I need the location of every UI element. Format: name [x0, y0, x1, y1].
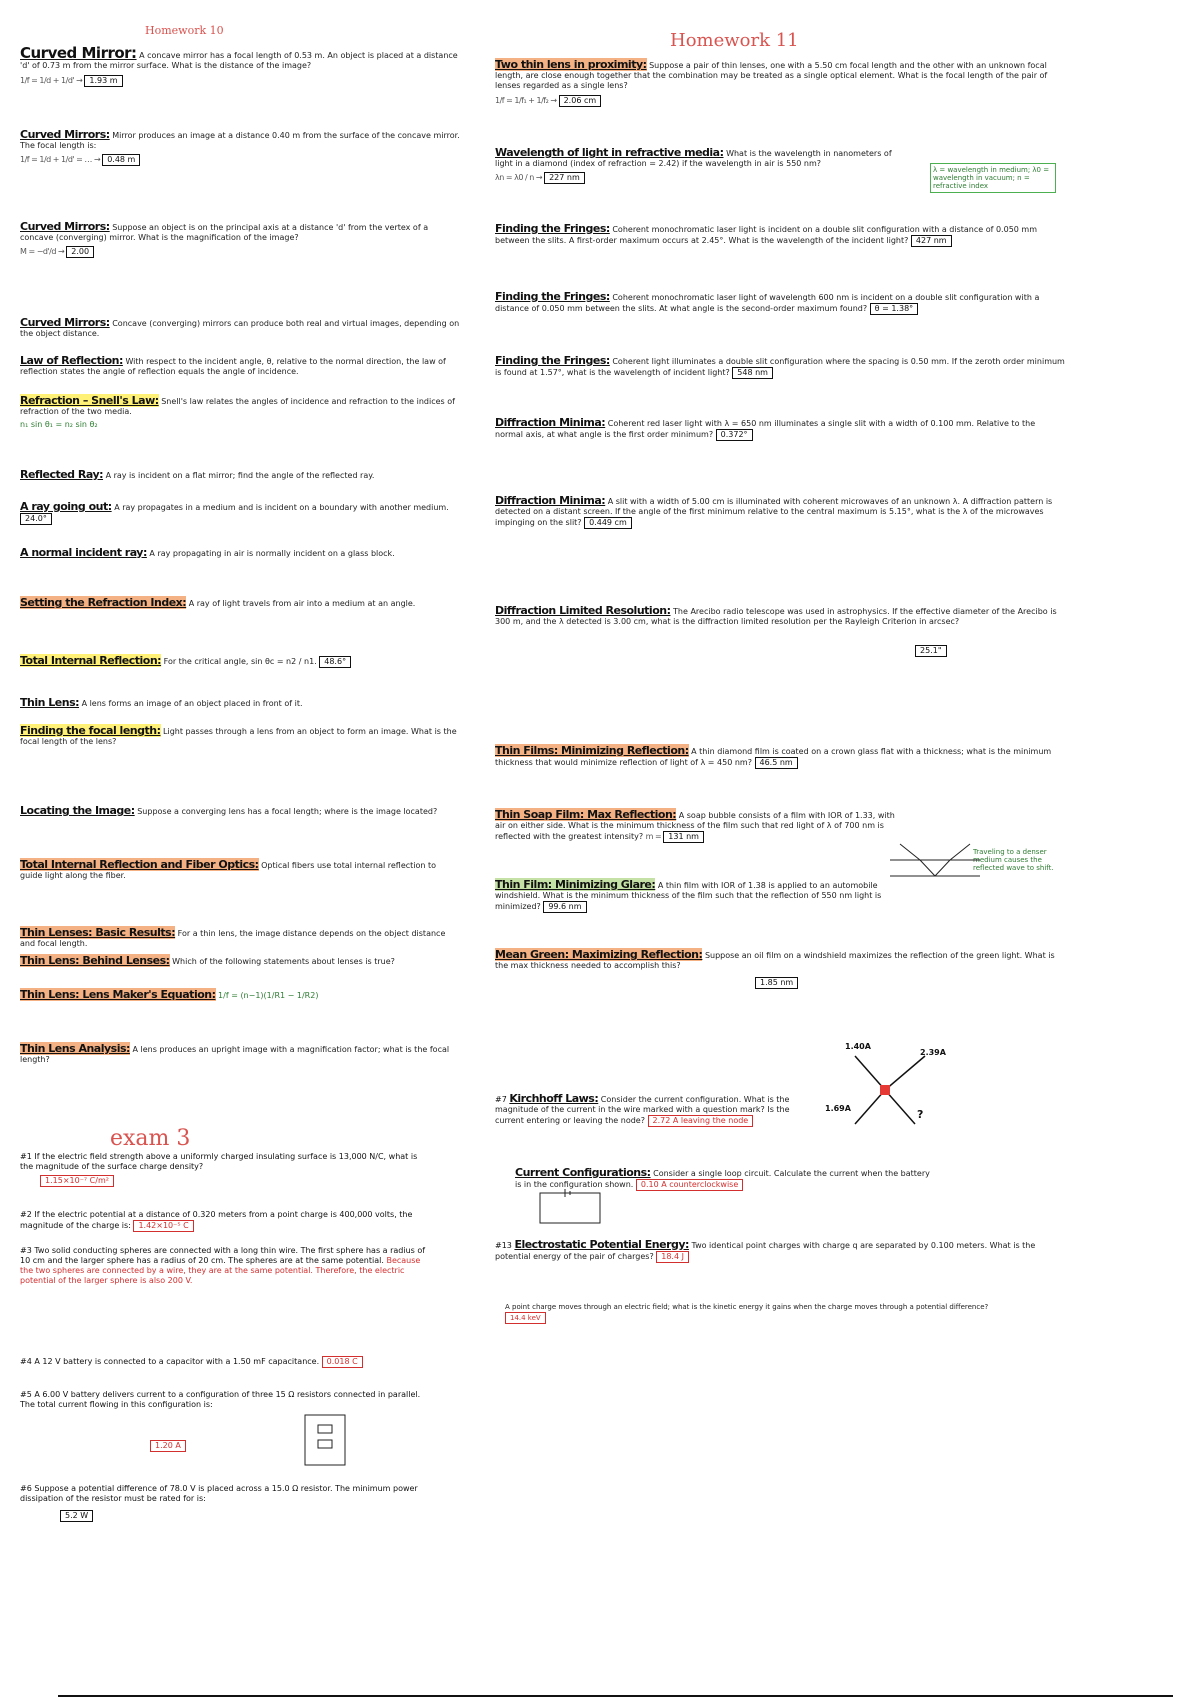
exam-q5 [20, 1390, 430, 1452]
entry-text: The Arecibo radio telescope was used in astrophysics. If the effective diameter of the Arecibo is 300 m, and the λ detected is 3.00 cm, what is the diffraction limited resolution per the Rayleigh Criterion in arcsec? [495, 607, 1057, 626]
entry-text: A point charge moves through an electric field; what is the kinetic energy it gains when the charge moves through a potential difference? [505, 1303, 989, 1311]
entry-heading: Curved Mirror: [20, 44, 137, 62]
entry-text: Optical fibers use total internal reflection to guide light along the fiber. [20, 861, 437, 880]
answer-box: 99.6 nm [543, 901, 586, 913]
entry-heading: Electrostatic Potential Energy: [514, 1238, 689, 1251]
thin-lens-behind-entry [20, 956, 460, 967]
answer-box: 131 nm [663, 831, 704, 843]
ray-going-out-entry [20, 502, 460, 525]
potential-energy-entry [495, 1240, 1065, 1263]
fringes-3-entry [495, 356, 1065, 379]
homework-11-title: Homework 11 [670, 30, 799, 51]
exam-q2 [20, 1210, 430, 1232]
answer-box: 48.6° [319, 656, 351, 668]
entry-text: A ray propagates in a medium and is incident on a boundary with another medium. [114, 503, 449, 512]
entry-heading: Setting the Refraction Index: [20, 596, 187, 609]
exam-q1 [20, 1152, 430, 1187]
entry-text: Coherent light illuminates a double slit configuration where the spacing is 0.50 mm. If the zeroth order minimum is found at 1.57°, what is the wavelength of incident light? [495, 357, 1065, 377]
entry-text: Coherent red laser light with λ = 650 nm illuminates a single slit with a width of 0.100 mm. Relative to the normal axis, at what angle is the first order minimum? [495, 419, 1036, 439]
entry-text: A ray is incident on a flat mirror; find the angle of the reflected ray. [105, 471, 375, 480]
entry-heading: Curved Mirrors: [20, 128, 110, 141]
entry-heading: Thin Soap Film: Max Reflection: [495, 808, 677, 821]
current-label-2: 2.39A [920, 1048, 946, 1057]
entry-text: Consider a single loop circuit. Calculate the current when the battery is in the configuration shown. [515, 1169, 930, 1189]
question-text: A 12 V battery is connected to a capacitor with a 1.50 mF capacitance. [34, 1357, 320, 1366]
focal-length-entry [20, 726, 460, 747]
entry-heading: Thin Lens: [20, 696, 80, 709]
entry-text: Coherent monochromatic laser light of wavelength 600 nm is incident on a double slit configuration with a distance of 0.050 mm between the slits. At what angle is the second-order maximum found? [495, 293, 1040, 313]
thin-film-min-entry [495, 746, 1065, 769]
answer-box: 0.10 A counterclockwise [636, 1179, 743, 1191]
locating-image-entry [20, 806, 460, 817]
kirchhoff-node-diagram [815, 1042, 955, 1152]
normal-incident-ray-entry [20, 548, 460, 559]
entry-heading: Finding the Fringes: [495, 290, 610, 303]
curved-mirrors-3-entry [20, 318, 460, 339]
entry-text: A thin film with IOR of 1.38 is applied to an automobile windshield. What is the minimum thickness of the film such that the reflection of 550 nm light is minimized? [495, 881, 882, 911]
resistor-circuit-diagram [300, 1410, 350, 1470]
entry-heading: Locating the Image: [20, 804, 135, 817]
diffraction-2-entry [495, 496, 1065, 529]
question-number: #13 [495, 1241, 512, 1250]
diffraction-1-entry [495, 418, 1065, 441]
entry-text: A lens produces an upright image with a magnification factor; what is the focal length? [20, 1045, 450, 1064]
entry-heading: Mean Green: Maximizing Reflection: [495, 948, 703, 961]
entry-text: Suppose an object is on the principal axis at a distance 'd' from the vertex of a concave (converging) mirror. What is the magnification of the image? [20, 223, 429, 242]
answer-box: 0.372° [716, 429, 753, 441]
answer-box: 1.93 m [84, 75, 122, 87]
entry-text: Suppose a pair of thin lenses, one with a 5.50 cm focal length and the other with an unknown focal length, are close enough together that the combination may be treated as a single optical element. What is the focal length of the pair of lenses regarded as a single lens? [495, 61, 1048, 90]
entry-text: For a thin lens, the image distance depends on the object distance and focal length. [20, 929, 446, 948]
thin-film-ray-diagram [890, 842, 980, 892]
answer-box: 2.72 A leaving the node [648, 1115, 754, 1127]
question-number: #4 [20, 1357, 32, 1366]
entry-heading: Two thin lens in proximity: [495, 58, 647, 71]
answer-box: 548 nm [732, 367, 773, 379]
entry-text: A slit with a width of 5.00 cm is illuminated with coherent microwaves of an unknown λ. A diffraction pattern is detected on a distant screen. If the angle of the first minimum relative to the central maximum is 5.15°, what is the λ of the microwaves impinging on the slit? [495, 497, 1053, 527]
entry-text: Light passes through a lens from an object to form an image. What is the focal length of the lens? [20, 727, 457, 746]
question-number: #6 [20, 1484, 32, 1493]
single-loop-circuit-diagram [535, 1188, 605, 1228]
exam-q4 [20, 1356, 430, 1368]
thin-lens-analysis-entry [20, 1044, 460, 1065]
curved-mirror-entry: Curved Mirror: A concave mirror has a focal length of 0.53 m. An object is placed at a distance 'd' of 0.73 m from the mirror surface. What is the distance of the image? 1/f = 1/d + 1/d' → 1.93 m [20, 44, 458, 85]
entry-heading: Diffraction Minima: [495, 416, 606, 429]
entry-heading: Thin Film: Minimizing Glare: [495, 878, 656, 891]
entry-text: Two identical point charges with charge q are separated by 0.100 meters. What is the potential energy of the pair of charges? [495, 1241, 1036, 1261]
answer-box: 24.0° [20, 513, 52, 525]
entry-text: For the critical angle, sin θc = n2 / n1. [163, 657, 317, 666]
current-label-1: 1.40A [845, 1042, 871, 1051]
entry-heading: Diffraction Limited Resolution: [495, 604, 671, 617]
answer-box: 0.48 m [102, 154, 140, 166]
entry-text: With respect to the incident angle, θ, relative to the normal direction, the law of reflection states the angle of reflection equals the angle of incidence. [20, 357, 446, 376]
entry-heading: Law of Reflection: [20, 354, 123, 367]
entry-heading: Thin Films: Minimizing Reflection: [495, 744, 689, 757]
wavelength-entry: Wavelength of light in refractive media: What is the wavelength in nanometers of light in a diamond (index of refraction = 2.42) if the wavelength in air is 550 nm? λn = λ0 / n → 227 nm [495, 146, 892, 182]
entry-heading: Finding the Fringes: [495, 222, 610, 235]
thin-film-glare-entry [495, 880, 895, 913]
exam-q3 [20, 1246, 430, 1286]
exam-q6 [20, 1484, 430, 1522]
question-number: #2 [20, 1210, 32, 1219]
entry-text: A lens forms an image of an object placed in front of it. [81, 699, 303, 708]
soap-film-entry: Thin Soap Film: Max Reflection: A soap bubble consists of a film with IOR of 1.33, with air on either side. What is the minimum thickness of the film such that red light of λ of 700 nm is reflected with the greatest intensity? m = 131 nm [495, 808, 895, 841]
answer-box: 1.85 nm [755, 977, 798, 989]
entry-text: Mirror produces an image at a distance 0.40 m from the surface of the concave mirror. The focal length is: [20, 131, 460, 150]
answer-box: 5.2 W [60, 1510, 93, 1522]
answer-box: 1.42×10⁻⁵ C [133, 1220, 193, 1232]
question-text: If the electric potential at a distance of 0.320 meters from a point charge is 400,000 volts, the magnitude of the charge is: [20, 1210, 413, 1230]
entry-heading: A ray going out: [20, 500, 112, 513]
current-label-3: 1.69A [825, 1104, 851, 1113]
entry-text: A ray of light travels from air into a medium at an angle. [188, 599, 416, 608]
soap-film-note: Traveling to a denser medium causes the reflected wave to shift. [973, 848, 1054, 872]
entry-heading: Current Configurations: [515, 1166, 651, 1179]
question-text: Two solid conducting spheres are connected with a long thin wire. The first sphere has a radius of 10 cm and the larger sphere has a radius of 20 cm. The spheres are at the same potential. [20, 1246, 426, 1265]
answer-box: 0.449 cm [584, 517, 632, 529]
kirchhoff-entry [495, 1094, 815, 1127]
question-number: #1 [20, 1152, 32, 1161]
answer-box: 14.4 keV [505, 1312, 546, 1324]
question-text: A 6.00 V battery delivers current to a configuration of three 15 Ω resistors connected in parallel. The total current flowing in this configuration is: [20, 1390, 421, 1409]
entry-heading: Kirchhoff Laws: [509, 1092, 599, 1105]
entry-heading: Finding the focal length: [20, 724, 161, 737]
entry-heading: Total Internal Reflection and Fiber Optics: [20, 858, 259, 871]
answer-box: 0.018 C [322, 1356, 363, 1368]
answer-box: 46.5 nm [755, 757, 798, 769]
entry-heading: Thin Lens: Behind Lenses: [20, 954, 170, 967]
answer-box: θ = 1.38° [870, 303, 919, 315]
wavelength-note: λ = wavelength in medium; λ0 = wavelength in vacuum; n = refractive index [930, 163, 1056, 193]
curved-mirrors-1-entry: Curved Mirrors: Mirror produces an image at a distance 0.40 m from the surface of the concave mirror. The focal length is: 1/f = 1/d + 1/d' = … → 0.48 m [20, 128, 460, 164]
answer-box: 2.06 cm [559, 95, 602, 107]
entry-text: Concave (converging) mirrors can produce both real and virtual images, depending on the object distance. [20, 319, 460, 338]
lens-entry [20, 698, 460, 709]
reflected-ray-entry [20, 470, 460, 481]
entry-text: Suppose a converging lens has a focal length; where is the image located? [137, 807, 438, 816]
answer-box: 1.20 A [150, 1440, 186, 1452]
two-thin-lens-entry: Two thin lens in proximity: Suppose a pair of thin lenses, one with a 5.50 cm focal length and the other with an unknown focal length, are close enough together that the combination may be treated as a single optical element. What is the focal length of the pair of lenses regarded as a single lens? 1/f = 1/f₁ + 1/f₂ → 2.06 cm [495, 58, 1048, 105]
question-number: #7 [495, 1095, 507, 1104]
answer-text: Because the two spheres are connected by a wire, they are at the same potential. Therefore, the electric potential of the larger sphere is also 200 V. [20, 1256, 421, 1285]
answer-box: 1.15×10⁻⁷ C/m² [40, 1175, 114, 1187]
green-reflection-entry [495, 950, 1065, 989]
entry-heading: Thin Lens: Lens Maker's Equation: [20, 988, 216, 1001]
entry-text: A soap bubble consists of a film with IOR of 1.33, with air on either side. What is the minimum thickness of the film such that red light of λ of 700 nm is reflected with the greatest intensity? [495, 811, 895, 841]
fiber-optics-entry [20, 860, 460, 881]
question-number: #3 [20, 1246, 32, 1255]
current-label-4: ? [917, 1108, 924, 1121]
fringes-1-entry [495, 224, 1065, 247]
entry-heading: Thin Lens Analysis: [20, 1042, 130, 1055]
question-text: If the electric field strength above a uniformly charged insulating surface is 13,000 N/C, what is the magnitude of the surface charge density? [20, 1152, 418, 1171]
entry-text: 1/f = (n−1)(1/R1 − 1/R2) [218, 991, 319, 1000]
entry-heading: Wavelength of light in refractive media: [495, 146, 724, 159]
thin-lenses-basic-entry [20, 928, 460, 949]
entry-heading: Refraction – Snell's Law: [20, 394, 159, 407]
exam-3-title: exam 3 [110, 1126, 191, 1151]
entry-heading: A normal incident ray: [20, 546, 147, 559]
entry-text: Coherent monochromatic laser light is incident on a double slit configuration with a distance of 0.050 mm between the slits. A first-order maximum occurs at 2.45°. What is the wavelength of the incident light? [495, 225, 1037, 245]
question-number: #5 [20, 1390, 32, 1399]
lens-makers-entry [20, 990, 460, 1001]
answer-box: 427 nm [911, 235, 952, 247]
homework-10-title: Homework 10 [145, 24, 224, 37]
entry-text: Which of the following statements about lenses is true? [172, 957, 395, 966]
entry-text: What is the wavelength in nanometers of light in a diamond (index of refraction = 2.42) if the wavelength in air is 550 nm? [495, 149, 892, 168]
total-internal-reflection-entry [20, 656, 460, 668]
resolution-entry [495, 606, 1065, 657]
snells-law-entry: Refraction – Snell's Law: Snell's law relates the angles of incidence and refraction to the indices of refraction of the two media. n₁ sin θ₁ = n₂ sin θ₂ [20, 394, 455, 429]
question-text: Suppose a potential difference of 78.0 V is placed across a 15.0 Ω resistor. The minimum power dissipation of the resistor must be rated for is: [20, 1484, 418, 1503]
answer-box: 227 nm [544, 172, 585, 184]
answer-box: 2.00 [66, 246, 94, 258]
entry-text: A thin diamond film is coated on a crown glass flat with a thickness; what is the minimum thickness that would minimize reflection of light of λ = 450 nm? [495, 747, 1052, 767]
fringes-2-entry [495, 292, 1065, 315]
entry-heading: Reflected Ray: [20, 468, 104, 481]
curved-mirrors-2-entry: Curved Mirrors: Suppose an object is on the principal axis at a distance 'd' from the vertex of a concave (converging) mirror. What is the magnification of the image? M = −d'/d → 2.00 [20, 220, 429, 256]
entry-text: Suppose an oil film on a windshield maximizes the reflection of the green light. What is the max thickness needed to accomplish this? [495, 951, 1055, 970]
entry-heading: Curved Mirrors: [20, 220, 110, 233]
entry-text: Snell's law relates the angles of incidence and refraction to the indices of refraction of the two media. [20, 397, 455, 416]
entry-text: A ray propagating in air is normally incident on a glass block. [149, 549, 395, 558]
entry-heading: Total Internal Reflection: [20, 654, 162, 667]
refraction-index-entry [20, 598, 460, 609]
entry-heading: Diffraction Minima: [495, 494, 606, 507]
entry-heading: Thin Lenses: Basic Results: [20, 926, 176, 939]
footer-divider [58, 1695, 1173, 1697]
law-of-reflection-entry [20, 356, 460, 377]
answer-box: 18.4 J [656, 1251, 689, 1263]
entry-text: A concave mirror has a focal length of 0.53 m. An object is placed at a distance 'd' of 0.73 m from the mirror surface. What is the distance of the image? [20, 51, 458, 70]
bottom-note-entry [505, 1302, 1005, 1324]
answer-box: 25.1" [915, 645, 947, 657]
entry-heading: Finding the Fringes: [495, 354, 610, 367]
entry-heading: Curved Mirrors: [20, 316, 110, 329]
entry-text: Consider the current configuration. What is the magnitude of the current in the wire marked with a question mark? Is the current entering or leaving the node? [495, 1095, 790, 1125]
